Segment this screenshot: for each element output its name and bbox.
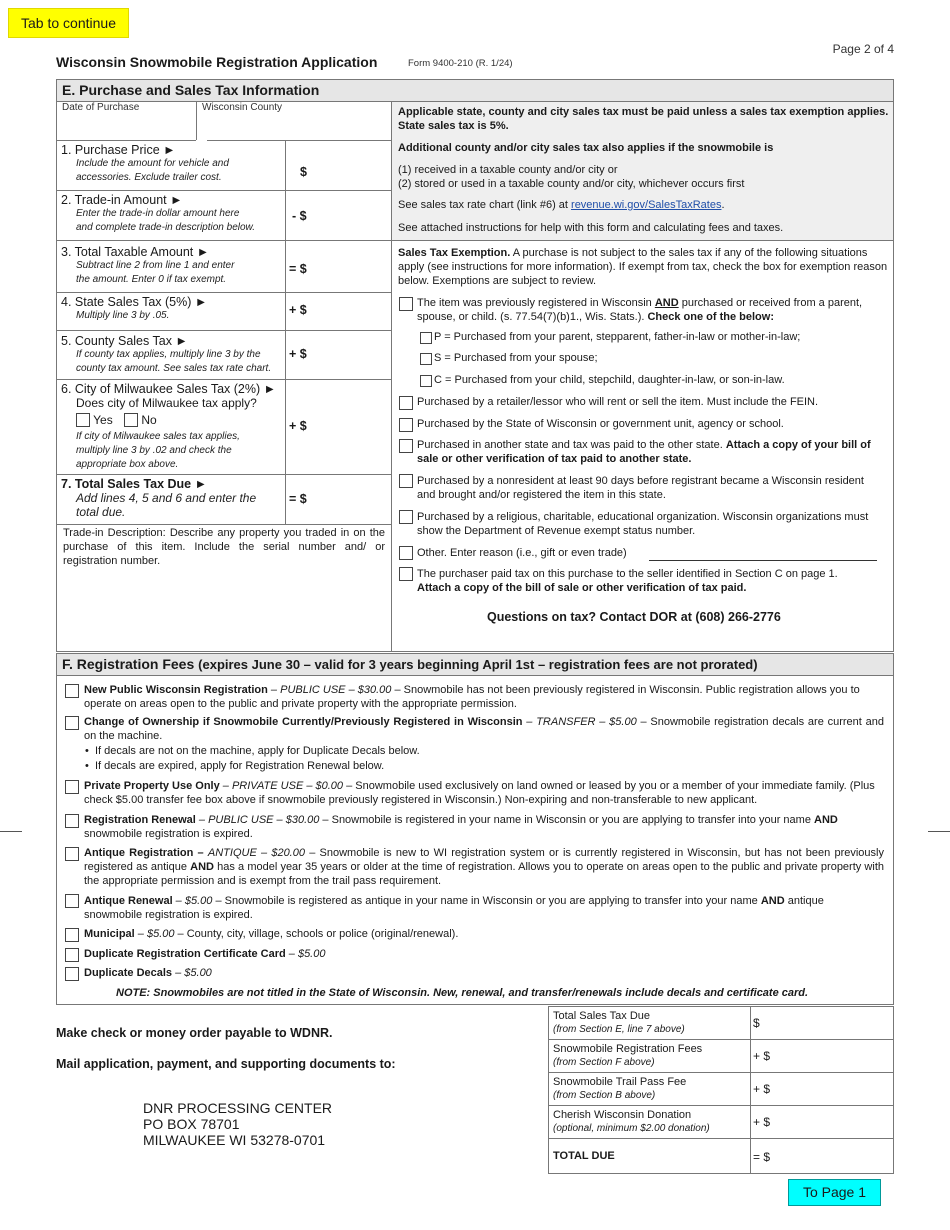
municipal-checkbox[interactable] <box>65 928 79 942</box>
donation-row: Cherish Wisconsin Donation (optional, minimum $2.00 donation) + $ <box>549 1106 893 1139</box>
private-property-text: Private Property Use Only – PRIVATE USE – $0.00 – Snowmobile used exclusively on land owned or leased by you or a member of your immediate family. (Plus check $5.00 transfer fee box above if snowmobile previously registered in Wisconsin.) Non-expiring and non-transferable to new applicant. <box>84 780 875 806</box>
titling-note: NOTE: Snowmobiles are not titled in the State of Wisconsin. New, renewal, and transfer/renewals include decals and certificate card. <box>116 987 809 999</box>
form-title: Wisconsin Snowmobile Registration Application <box>56 54 378 70</box>
duplicate-decals-text: Duplicate Decals – $5.00 <box>84 967 212 979</box>
exempt-other-checkbox[interactable] <box>399 546 413 560</box>
exempt-nonresident-checkbox[interactable] <box>399 474 413 488</box>
exempt-child-text: C = Purchased from your child, stepchild, daughter-in-law, or son-in-law. <box>434 374 785 386</box>
private-property-checkbox[interactable] <box>65 780 79 794</box>
no-label: No <box>141 413 157 427</box>
exempt-other-text: Other. Enter reason (i.e., gift or even trade) <box>417 547 627 559</box>
dor-contact-text: Questions on tax? Contact DOR at (608) 266-2776 <box>487 610 781 624</box>
duplicate-certificate-text: Duplicate Registration Certificate Card – $5.00 <box>84 948 326 960</box>
antique-registration-text: Antique Registration – ANTIQUE – $20.00 – Snowmobile is new to WI registration system or is currently registered in Wisconsin, but has not been previously registered as antique AND has a model year 35 years or older at the time of registration. Allows you to operate on areas open to the public and private property with the appropriate permission and is exempt from the trail pass requirement. <box>84 847 884 887</box>
tab-to-continue-button[interactable]: Tab to continue <box>8 8 129 38</box>
line-2-trade-in: 2. Trade-in Amount ► Enter the trade-in dollar amount here and complete trade-in description below. <box>61 193 255 233</box>
line-1-symbol: $ <box>300 165 307 179</box>
date-of-purchase-input[interactable] <box>59 114 193 136</box>
county-tax-input[interactable] <box>317 333 389 375</box>
duplicate-certificate-checkbox[interactable] <box>65 948 79 962</box>
line-5-county-tax: 5. County Sales Tax ► If county tax applies, multiply line 3 by the county tax amount. See sales tax rate chart. <box>61 334 272 374</box>
registration-renewal-text: Registration Renewal – PUBLIC USE – $30.00 – Snowmobile is registered in your name in Wisconsin or you are applying to transfer into your name AND snowmobile registration is expired. <box>84 814 838 840</box>
change-of-ownership-bullet-1: • If decals are not on the machine, apply for Duplicate Decals below. <box>85 745 420 757</box>
yes-label: Yes <box>93 413 113 427</box>
tradein-description-label: Trade-in Description: Describe any property you traded in on the purchase of this item. Include the serial number and/ or registration number. <box>63 527 385 567</box>
exempt-government-checkbox[interactable] <box>399 418 413 432</box>
mailing-address: DNR PROCESSING CENTER PO BOX 78701 MILWAUKEE WI 53278-0701 <box>143 1100 333 1148</box>
trail-pass-fee-row: Snowmobile Trail Pass Fee (from Section B above) + $ <box>549 1073 893 1106</box>
exempt-spouse-text: S = Purchased from your spouse; <box>434 352 598 364</box>
exempt-nonresident-text: Purchased by a nonresident at least 90 days before registrant became a Wisconsin resident and brought and/or registered the item in this state. <box>417 475 864 501</box>
totals-table <box>548 1006 894 1174</box>
total-due-row: TOTAL DUE = $ <box>549 1139 893 1172</box>
municipal-text: Municipal – $5.00 – County, city, village, schools or police (original/renewal). <box>84 928 459 940</box>
change-of-ownership-text: Change of Ownership if Snowmobile Currently/Previously Registered in Wisconsin – TRANSFER – $5.00 – Snowmobile registration decals are current and on the machine. <box>84 716 884 742</box>
line-7-symbol: = $ <box>289 492 307 506</box>
exempt-seller-paid-text: The purchaser paid tax on this purchase to the seller identified in Section C on page 1. Attach a copy of the bill of sale or other verification of tax paid. <box>417 568 838 594</box>
state-tax-input[interactable] <box>317 295 389 327</box>
registration-fees-input[interactable] <box>779 1042 889 1070</box>
exempt-child-checkbox[interactable] <box>420 375 432 387</box>
exempt-retailer-text: Purchased by a retailer/lessor who will rent or sell the item. Must include the FEIN. <box>417 396 819 408</box>
registration-fees-row: Snowmobile Registration Fees (from Section F above) + $ <box>549 1040 893 1073</box>
change-of-ownership-bullet-2: • If decals are expired, apply for Registration Renewal below. <box>85 760 385 772</box>
trail-pass-fee-input[interactable] <box>779 1075 889 1103</box>
registration-renewal-checkbox[interactable] <box>65 814 79 828</box>
exempt-government-text: Purchased by the State of Wisconsin or government unit, agency or school. <box>417 418 784 430</box>
exempt-family-text: The item was previously registered in Wisconsin AND purchased or received from a parent, spouse, or child. (s. 77.54(7)(b)1., Wis. Stats.). Check one of the below: <box>417 297 863 323</box>
exempt-parent-checkbox[interactable] <box>420 332 432 344</box>
line-4-symbol: + $ <box>289 303 307 317</box>
trade-in-amount-input[interactable] <box>317 194 389 236</box>
antique-renewal-checkbox[interactable] <box>65 894 79 908</box>
line-4-state-tax: 4. State Sales Tax (5%) ► Multiply line 3 by .05. <box>61 295 208 321</box>
form-number: Form 9400-210 (R. 1/24) <box>408 58 513 69</box>
antique-registration-checkbox[interactable] <box>65 847 79 861</box>
wisconsin-county-label: Wisconsin County <box>202 102 283 113</box>
exempt-organization-checkbox[interactable] <box>399 510 413 524</box>
exempt-seller-paid-checkbox[interactable] <box>399 567 413 581</box>
change-of-ownership-checkbox[interactable] <box>65 716 79 730</box>
milwaukee-tax-input[interactable] <box>317 382 389 470</box>
total-sales-tax-row: Total Sales Tax Due (from Section E, line 7 above) $ <box>549 1007 893 1040</box>
milwaukee-tax-no-checkbox[interactable] <box>124 413 138 427</box>
total-taxable-input[interactable] <box>317 244 389 288</box>
sales-tax-exemption-text: Sales Tax Exemption. A purchase is not subject to the sales tax if any of the following situations apply (see instructions for more information). If exempt from tax, check the box for exemption reason below. Exemptions are subject to review. <box>398 247 888 287</box>
duplicate-decals-checkbox[interactable] <box>65 967 79 981</box>
antique-renewal-text: Antique Renewal – $5.00 – Snowmobile is registered as antique in your name in Wisconsin or you are applying to transfer into your name AND antique snowmobile registration is expired. <box>84 895 824 921</box>
tradein-description-input[interactable] <box>61 570 387 648</box>
new-public-registration-checkbox[interactable] <box>65 684 79 698</box>
section-e-title: E. Purchase and Sales Tax Information <box>57 80 893 102</box>
line-1-purchase-price: 1. Purchase Price ► Include the amount for vehicle and accessories. Exclude trailer cost. <box>61 143 229 183</box>
exempt-other-state-checkbox[interactable] <box>399 439 413 453</box>
exempt-spouse-checkbox[interactable] <box>420 353 432 365</box>
line-6-symbol: + $ <box>289 419 307 433</box>
exempt-retailer-checkbox[interactable] <box>399 396 413 410</box>
total-sales-tax-input[interactable] <box>317 476 389 520</box>
line-3-symbol: = $ <box>289 262 307 276</box>
revenue-link[interactable]: revenue.wi.gov/SalesTaxRates <box>571 199 722 211</box>
line-5-symbol: + $ <box>289 347 307 361</box>
exempt-parent-text: P = Purchased from your parent, stepparent, father-in-law or mother-in-law; <box>434 331 801 343</box>
total-due-input[interactable] <box>779 1141 889 1171</box>
payable-to-text: Make check or money order payable to WDNR. <box>56 1026 333 1040</box>
page-number: Page 2 of 4 <box>832 42 894 56</box>
milwaukee-tax-options <box>76 413 157 427</box>
exempt-family-checkbox[interactable] <box>399 297 413 311</box>
left-fold-mark <box>0 831 22 832</box>
line-3-total-taxable: 3. Total Taxable Amount ► Subtract line 2 from line 1 and enter the amount. Enter 0 if tax exempt. <box>61 245 235 285</box>
line-2-symbol: - $ <box>292 209 307 223</box>
exempt-other-state-text: Purchased in another state and tax was paid to the other state. Attach a copy of your bill of sale or other verification of tax paid to another state. <box>417 439 871 465</box>
line-6-milwaukee-tax: 6. City of Milwaukee Sales Tax (2%) ► Does city of Milwaukee tax apply? <box>61 382 276 410</box>
right-fold-mark <box>928 831 950 832</box>
new-public-registration-text: New Public Wisconsin Registration – PUBLIC USE – $30.00 – Snowmobile has not been previously registered in Wisconsin. Public registration allows you to operate on areas open to the public and private property with the appropriate permission. <box>84 684 860 710</box>
exempt-other-reason-input[interactable] <box>649 545 877 561</box>
to-page-1-button[interactable]: To Page 1 <box>788 1179 881 1206</box>
section-f <box>56 653 894 1005</box>
section-e <box>56 79 894 652</box>
milwaukee-tax-yes-checkbox[interactable] <box>76 413 90 427</box>
date-of-purchase-label: Date of Purchase <box>62 102 140 113</box>
total-sales-tax-input[interactable] <box>779 1009 889 1037</box>
section-f-title: F. Registration Fees (expires June 30 – valid for 3 years beginning April 1st – registration fees are not prorated) <box>57 654 893 676</box>
purchase-price-input[interactable] <box>317 146 389 186</box>
tax-info-panel: Applicable state, county and city sales tax must be paid unless a sales tax exemption applies. State sales tax is 5%. Additional county and/or city sales tax also applies if the snowmobile is (1) received in a taxable county and/or city or (2) stored or used in a taxable county and/or city, whichever occurs first See sales tax rate chart (link #6) at revenue.wi.gov/SalesTaxRates. See attached instructions for help with this form and calculating fees and taxes. <box>392 102 893 240</box>
line-7-total-tax: 7. Total Sales Tax Due ► Add lines 4, 5 and 6 and enter the total due. <box>61 477 257 519</box>
line-6-notes: If city of Milwaukee sales tax applies, multiply line 3 by .02 and check the appropriate box above. <box>76 431 240 470</box>
exempt-organization-text: Purchased by a religious, charitable, educational organization. Wisconsin organizations must show the Department of Revenue exempt status number. <box>417 511 869 537</box>
mail-instructions-text: Mail application, payment, and supporting documents to: <box>56 1057 396 1071</box>
donation-input[interactable] <box>779 1108 889 1136</box>
wisconsin-county-input[interactable] <box>199 114 389 136</box>
